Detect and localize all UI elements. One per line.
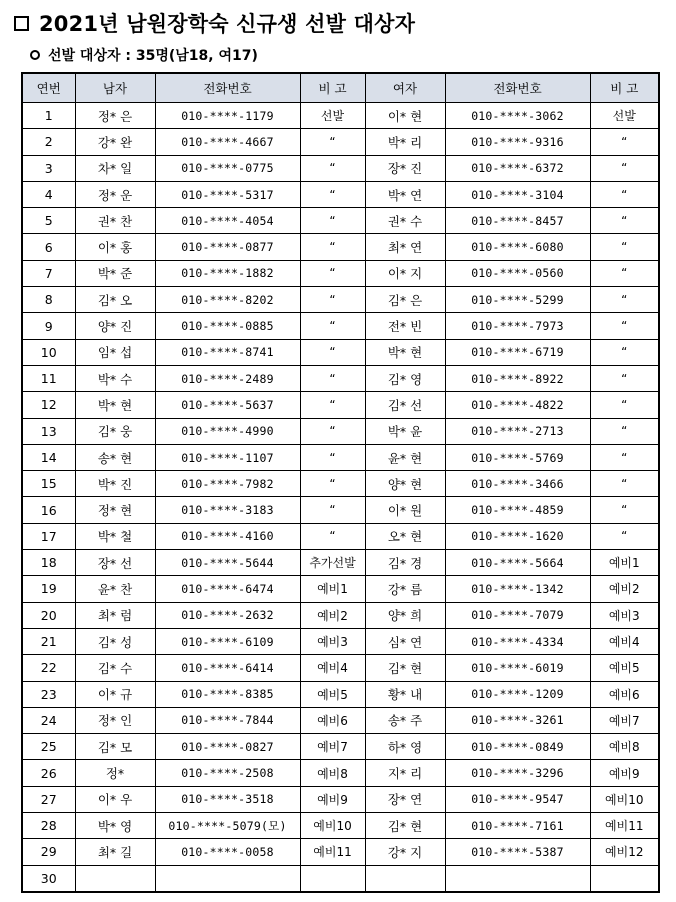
female-name-cell: 김* 은 [365,287,445,313]
female-note-cell: “ [590,313,659,339]
male-note-cell: 예비1 [300,576,365,602]
female-note-cell [590,865,659,892]
male-phone-cell: 010-****-5644 [155,550,300,576]
row-index-cell: 5 [22,208,75,234]
row-index-cell: 2 [22,129,75,155]
male-name-cell: 김* 모 [75,734,155,760]
table-row [22,523,659,549]
table-row [22,707,659,733]
row-index-cell: 6 [22,234,75,260]
table-row [22,155,659,181]
header-index: 연번 [22,73,75,103]
female-phone-cell [445,865,590,892]
row-index-cell: 28 [22,813,75,839]
table-row [22,234,659,260]
female-phone-cell: 010-****-4859 [445,497,590,523]
row-index-cell: 13 [22,418,75,444]
table-row [22,181,659,207]
female-note-cell: 예비2 [590,576,659,602]
female-name-cell: 이* 원 [365,497,445,523]
female-note-cell: “ [590,155,659,181]
male-name-cell: 정* 현 [75,497,155,523]
title-text: 2021년 남원장학숙 신규생 선발 대상자 [39,12,416,36]
female-phone-cell: 010-****-5299 [445,287,590,313]
male-phone-cell: 010-****-6414 [155,655,300,681]
table-row [22,550,659,576]
male-phone-cell: 010-****-5079(모) [155,813,300,839]
female-name-cell: 송* 주 [365,707,445,733]
male-phone-cell: 010-****-0827 [155,734,300,760]
female-phone-cell: 010-****-5387 [445,839,590,865]
female-note-cell: “ [590,339,659,365]
male-note-cell: “ [300,444,365,470]
male-name-cell: 송* 현 [75,444,155,470]
male-phone-cell: 010-****-0775 [155,155,300,181]
male-name-cell: 박* 철 [75,523,155,549]
table-row [22,734,659,760]
row-index-cell: 21 [22,628,75,654]
male-name-cell: 정* [75,760,155,786]
female-name-cell: 이* 지 [365,260,445,286]
female-phone-cell: 010-****-2713 [445,418,590,444]
female-phone-cell: 010-****-3104 [445,181,590,207]
table-header-row [22,73,659,103]
male-name-cell: 최* 럼 [75,602,155,628]
row-index-cell: 22 [22,655,75,681]
male-note-cell: “ [300,392,365,418]
row-index-cell: 8 [22,287,75,313]
female-phone-cell: 010-****-6719 [445,339,590,365]
female-note-cell: “ [590,497,659,523]
female-phone-cell: 010-****-7079 [445,602,590,628]
female-phone-cell: 010-****-6372 [445,155,590,181]
male-note-cell: “ [300,129,365,155]
row-index-cell: 23 [22,681,75,707]
female-phone-cell: 010-****-3296 [445,760,590,786]
row-index-cell: 16 [22,497,75,523]
table-row [22,365,659,391]
male-phone-cell: 010-****-8741 [155,339,300,365]
female-note-cell: “ [590,523,659,549]
male-note-cell: “ [300,208,365,234]
female-name-cell: 전* 빈 [365,313,445,339]
female-note-cell: 선발 [590,103,659,129]
male-note-cell: 예비3 [300,628,365,654]
female-name-cell: 윤* 현 [365,444,445,470]
female-note-cell: “ [590,260,659,286]
male-note-cell: 예비5 [300,681,365,707]
header-male-phone: 전화번호 [155,73,300,103]
male-note-cell: 예비11 [300,839,365,865]
female-name-cell: 김* 현 [365,813,445,839]
row-index-cell: 12 [22,392,75,418]
male-name-cell: 박* 수 [75,365,155,391]
male-name-cell: 정* 은 [75,103,155,129]
female-phone-cell: 010-****-0849 [445,734,590,760]
male-name-cell [75,865,155,892]
table-row [22,865,659,892]
table-row [22,313,659,339]
male-name-cell: 정* 인 [75,707,155,733]
male-name-cell: 박* 현 [75,392,155,418]
female-phone-cell: 010-****-3261 [445,707,590,733]
row-index-cell: 1 [22,103,75,129]
male-name-cell: 김* 오 [75,287,155,313]
table-row [22,681,659,707]
female-phone-cell: 010-****-1342 [445,576,590,602]
header-male-note: 비 고 [300,73,365,103]
male-phone-cell: 010-****-2489 [155,365,300,391]
row-index-cell: 29 [22,839,75,865]
male-phone-cell: 010-****-7982 [155,471,300,497]
male-note-cell: “ [300,523,365,549]
row-index-cell: 30 [22,865,75,892]
female-phone-cell: 010-****-6019 [445,655,590,681]
table-row [22,418,659,444]
female-name-cell: 김* 선 [365,392,445,418]
header-male: 남자 [75,73,155,103]
female-note-cell: “ [590,392,659,418]
female-phone-cell: 010-****-6080 [445,234,590,260]
male-phone-cell: 010-****-8202 [155,287,300,313]
female-name-cell: 권* 수 [365,208,445,234]
male-note-cell: 예비7 [300,734,365,760]
row-index-cell: 10 [22,339,75,365]
male-phone-cell: 010-****-4667 [155,129,300,155]
male-phone-cell: 010-****-2508 [155,760,300,786]
female-note-cell: 예비12 [590,839,659,865]
female-phone-cell: 010-****-1209 [445,681,590,707]
table-row [22,576,659,602]
female-name-cell: 이* 현 [365,103,445,129]
male-phone-cell: 010-****-0877 [155,234,300,260]
female-note-cell: “ [590,208,659,234]
female-note-cell: 예비9 [590,760,659,786]
row-index-cell: 14 [22,444,75,470]
male-phone-cell: 010-****-3183 [155,497,300,523]
row-index-cell: 11 [22,365,75,391]
female-phone-cell: 010-****-3062 [445,103,590,129]
male-note-cell: “ [300,313,365,339]
female-phone-cell: 010-****-9316 [445,129,590,155]
male-name-cell: 이* 규 [75,681,155,707]
male-phone-cell: 010-****-5637 [155,392,300,418]
table-row [22,392,659,418]
male-note-cell: 예비2 [300,602,365,628]
subtitle-text: 선발 대상자 : 35명(남18, 여17) [48,48,258,64]
row-index-cell: 4 [22,181,75,207]
male-name-cell: 임* 섭 [75,339,155,365]
row-index-cell: 19 [22,576,75,602]
table-row [22,129,659,155]
table-body [22,103,659,892]
male-phone-cell: 010-****-6474 [155,576,300,602]
female-name-cell: 박* 현 [365,339,445,365]
row-index-cell: 9 [22,313,75,339]
female-phone-cell: 010-****-0560 [445,260,590,286]
male-name-cell: 장* 선 [75,550,155,576]
female-name-cell: 황* 내 [365,681,445,707]
male-note-cell: 추가선발 [300,550,365,576]
male-phone-cell: 010-****-8385 [155,681,300,707]
female-note-cell: 예비6 [590,681,659,707]
female-phone-cell: 010-****-4334 [445,628,590,654]
female-name-cell: 강* 름 [365,576,445,602]
male-name-cell: 양* 진 [75,313,155,339]
male-note-cell: “ [300,234,365,260]
female-name-cell: 강* 지 [365,839,445,865]
table-row [22,471,659,497]
row-index-cell: 20 [22,602,75,628]
male-note-cell: “ [300,497,365,523]
female-note-cell: 예비4 [590,628,659,654]
female-phone-cell: 010-****-8457 [445,208,590,234]
female-phone-cell: 010-****-4822 [445,392,590,418]
female-note-cell: 예비8 [590,734,659,760]
male-name-cell: 이* 홍 [75,234,155,260]
male-note-cell: “ [300,260,365,286]
female-note-cell: “ [590,287,659,313]
table-row [22,760,659,786]
female-name-cell: 김* 영 [365,365,445,391]
female-name-cell: 박* 윤 [365,418,445,444]
female-note-cell: 예비5 [590,655,659,681]
male-phone-cell: 010-****-4990 [155,418,300,444]
male-phone-cell: 010-****-4160 [155,523,300,549]
table-row [22,786,659,812]
male-note-cell: “ [300,155,365,181]
female-name-cell: 최* 연 [365,234,445,260]
male-note-cell: “ [300,287,365,313]
female-name-cell: 김* 현 [365,655,445,681]
document-subtitle [30,44,258,66]
female-note-cell: “ [590,471,659,497]
male-note-cell: 선발 [300,103,365,129]
female-note-cell: 예비11 [590,813,659,839]
male-name-cell: 차* 일 [75,155,155,181]
table-row [22,813,659,839]
header-female: 여자 [365,73,445,103]
female-name-cell [365,865,445,892]
male-phone-cell: 010-****-6109 [155,628,300,654]
male-name-cell: 김* 웅 [75,418,155,444]
male-note-cell: “ [300,365,365,391]
female-name-cell: 하* 영 [365,734,445,760]
female-note-cell: 예비7 [590,707,659,733]
table-row [22,497,659,523]
female-note-cell: “ [590,181,659,207]
male-name-cell: 최* 길 [75,839,155,865]
female-name-cell: 김* 경 [365,550,445,576]
row-index-cell: 15 [22,471,75,497]
hollow-circle-icon [30,50,40,60]
female-phone-cell: 010-****-5664 [445,550,590,576]
row-index-cell: 26 [22,760,75,786]
row-index-cell: 25 [22,734,75,760]
female-name-cell: 양* 현 [365,471,445,497]
male-note-cell: “ [300,181,365,207]
male-name-cell: 김* 수 [75,655,155,681]
male-phone-cell: 010-****-5317 [155,181,300,207]
header-female-phone: 전화번호 [445,73,590,103]
table-row [22,287,659,313]
male-name-cell: 박* 영 [75,813,155,839]
male-note-cell: 예비6 [300,707,365,733]
male-note-cell: “ [300,418,365,444]
female-name-cell: 장* 진 [365,155,445,181]
male-name-cell: 김* 성 [75,628,155,654]
male-phone-cell: 010-****-2632 [155,602,300,628]
row-index-cell: 27 [22,786,75,812]
male-name-cell: 윤* 찬 [75,576,155,602]
table-row [22,655,659,681]
male-name-cell: 이* 우 [75,786,155,812]
male-name-cell: 박* 진 [75,471,155,497]
female-note-cell: 예비10 [590,786,659,812]
female-note-cell: “ [590,444,659,470]
table-row [22,444,659,470]
male-phone-cell: 010-****-1882 [155,260,300,286]
table-row [22,628,659,654]
male-phone-cell: 010-****-1107 [155,444,300,470]
male-name-cell: 정* 운 [75,181,155,207]
female-phone-cell: 010-****-9547 [445,786,590,812]
male-note-cell: “ [300,339,365,365]
female-note-cell: “ [590,418,659,444]
female-phone-cell: 010-****-1620 [445,523,590,549]
male-phone-cell: 010-****-1179 [155,103,300,129]
female-note-cell: “ [590,365,659,391]
table-row [22,839,659,865]
male-note-cell: 예비8 [300,760,365,786]
female-phone-cell: 010-****-7161 [445,813,590,839]
male-note-cell [300,865,365,892]
table-row [22,260,659,286]
document-title [12,6,415,40]
female-note-cell: 예비3 [590,602,659,628]
table-row [22,602,659,628]
female-note-cell: “ [590,234,659,260]
male-phone-cell [155,865,300,892]
male-name-cell: 강* 완 [75,129,155,155]
male-phone-cell: 010-****-0885 [155,313,300,339]
female-note-cell: 예비1 [590,550,659,576]
female-name-cell: 지* 리 [365,760,445,786]
female-name-cell: 양* 희 [365,602,445,628]
female-name-cell: 장* 연 [365,786,445,812]
male-phone-cell: 010-****-0058 [155,839,300,865]
row-index-cell: 18 [22,550,75,576]
female-phone-cell: 010-****-7973 [445,313,590,339]
male-note-cell: 예비10 [300,813,365,839]
row-index-cell: 24 [22,707,75,733]
female-phone-cell: 010-****-5769 [445,444,590,470]
female-name-cell: 박* 리 [365,129,445,155]
table-row [22,208,659,234]
female-name-cell: 박* 연 [365,181,445,207]
male-note-cell: 예비4 [300,655,365,681]
row-index-cell: 7 [22,260,75,286]
male-phone-cell: 010-****-3518 [155,786,300,812]
female-phone-cell: 010-****-3466 [445,471,590,497]
male-note-cell: “ [300,471,365,497]
row-index-cell: 17 [22,523,75,549]
male-phone-cell: 010-****-7844 [155,707,300,733]
male-note-cell: 예비9 [300,786,365,812]
male-phone-cell: 010-****-4054 [155,208,300,234]
female-name-cell: 심* 연 [365,628,445,654]
table-row [22,103,659,129]
checkbox-square-icon [14,16,29,31]
row-index-cell: 3 [22,155,75,181]
table-row [22,339,659,365]
female-phone-cell: 010-****-8922 [445,365,590,391]
female-note-cell: “ [590,129,659,155]
header-female-note: 비 고 [590,73,659,103]
female-name-cell: 오* 현 [365,523,445,549]
selection-table [21,72,660,893]
male-name-cell: 권* 찬 [75,208,155,234]
male-name-cell: 박* 준 [75,260,155,286]
